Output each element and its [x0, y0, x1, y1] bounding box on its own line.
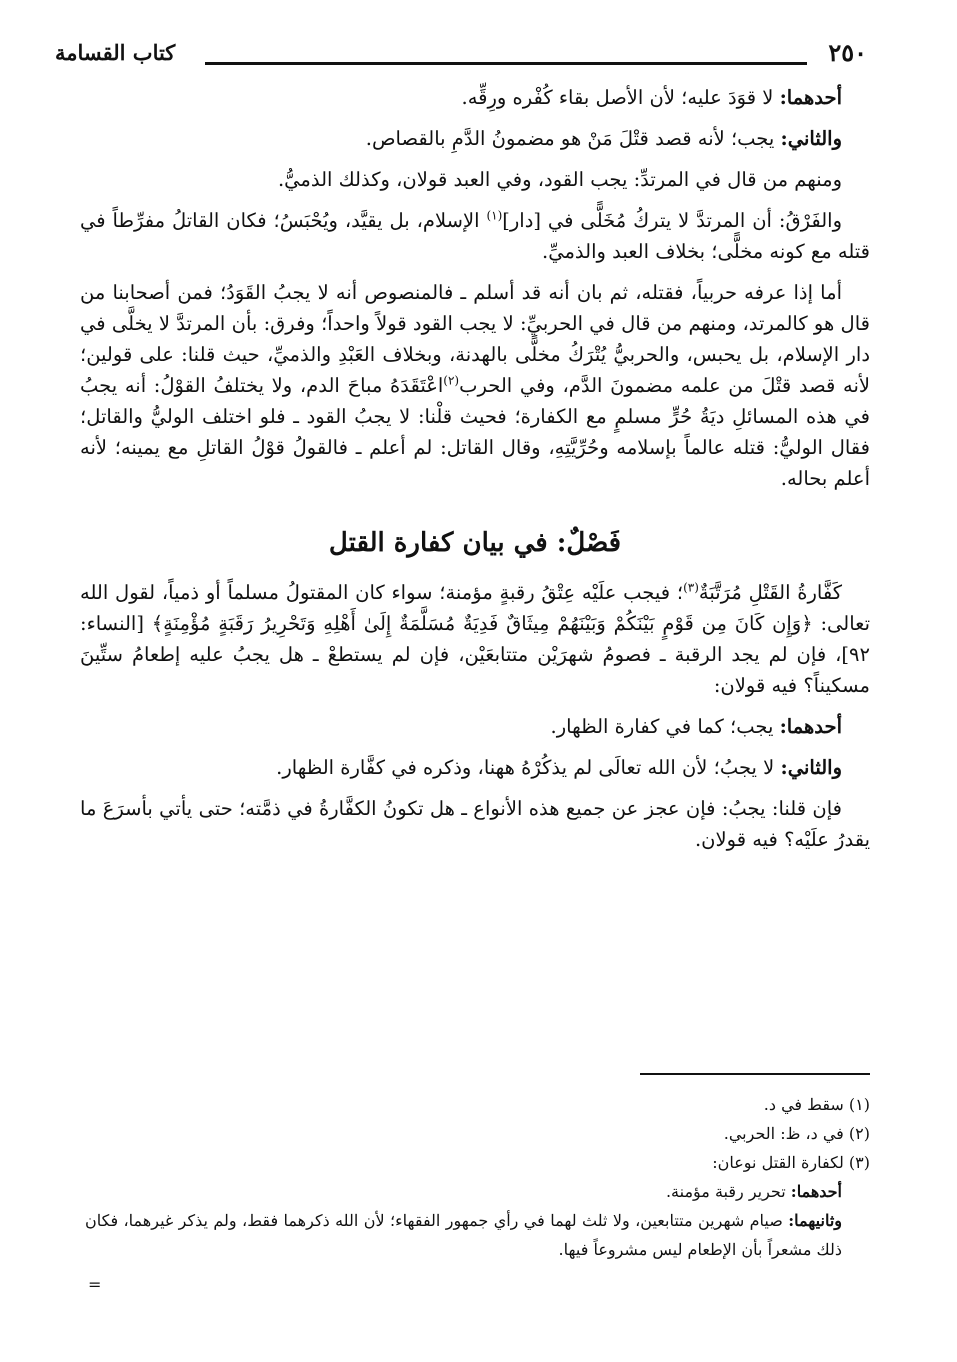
paragraph: والفَرْقُ: أن المرتدَّ لا يتركُ مُخَلًّى في [دار]$^{(١)}$ الإسلام، بل يقيَّد، ويُحْبَسُ؛ فكان القاتلُ مفرِّطاً في قتله مع كونه مخلًّى؛ بخلاف العبد والذميِّ. [80, 208, 870, 263]
paragraph: فإن قلنا: يجبُ: فإن عجز عن جميع هذه الأنواع ـ هل تكونُ الكفَّارةُ في ذمَّته؛ حتى يأتي بأسرَعَ ما يقدرُ علَيْه؟ فيه قولان. [80, 797, 870, 851]
main-text [80, 82, 870, 855]
footnote: (١) سقط في د. [763, 1095, 870, 1114]
quran-verse: ﴿وَإِن كَانَ مِن قَوْمٍ بَيْنَكُمْ وَبَيْنَهُمْ مِيثَاقٌ فَدِيَةٌ مُسَلَّمَةٌ إِلَىٰ أَهْلِهِ وَتَحْرِيرُ رَقَبَةٍ مُؤْمِنَةٍ﴾ [151, 612, 813, 635]
footnote-mark: (٢) [443, 373, 460, 388]
paragraph: والثاني: يجب؛ لأنه قصد قتْلَ مَنْ هو مضمونُ الدَّمِ بالقصاص. [365, 127, 842, 150]
footnote: (٣) لكفارة القتل نوعان: [712, 1153, 870, 1172]
footnote-subitem: وثانيهما: صيام شهرين متتابعين، ولا ثلث لهما في رأي جمهور الفقهاء؛ لأن الله ذكرهما فقط، ولم يذكر غيرهما، فكان ذلك مشعراً بأن الإطعام ليس مشروعاً فيها. [85, 1211, 843, 1259]
page-number: ٢٥٠ [828, 38, 867, 67]
paragraph: أحدهما: لا قوَدَ عليه؛ لأن الأصل بقاء كُفْره ورِقِّه. [461, 86, 842, 109]
footnote-mark: (٣) [683, 580, 699, 595]
footnote-mark: (١) [486, 208, 503, 223]
book-title: كتاب القسامة [55, 40, 176, 65]
running-header [55, 38, 867, 78]
header-rule [205, 62, 807, 65]
paragraph: أحدهما: يجب؛ كما في كفارة الظهار. [550, 715, 842, 738]
paragraph: ومنهم من قال في المرتدِّ: يجب القود، وفي العبد قولان، وكذلك الذميُّ. [277, 168, 842, 191]
paragraph: والثاني: لا يجبُ؛ لأن الله تعالَى لم يذكُرْهُ ههنا، وذكره في كفَّارة الظهار. [276, 756, 842, 779]
footnote: (٢) في د، ظ: الحربي. [723, 1124, 870, 1143]
paragraph: كَفَّارةُ القَتْلِ مُرَتَّبَةٌ$^{(٣)}$؛ فيجب علَيْه عِتْقُ رقبةٍ مؤمنة؛ سواء كان المقتولُ مسلماً أو ذمياً، لقول الله تعالى: ﴿وَإِن كَانَ مِن قَوْمٍ بَيْنَكُمْ وَبَيْنَهُمْ مِيثَاقٌ فَدِيَةٌ مُسَلَّمَةٌ إِلَىٰ أَهْلِهِ وَتَحْرِيرُ رَقَبَةٍ مُؤْمِنَةٍ﴾ [النساء: ٩٢]، فإن لم يجد الرقبة ـ فصومُ شهرَيْن متتابعَيْن، فإن لم يستطعْ ـ هل يجبُ عليه إطعامُ ستِّينَ مسكيناً؟ فيه قولان: [80, 580, 870, 697]
footnotes [85, 1090, 870, 1264]
section-heading: فَصْلٌ: في بيان كفارة القتل [328, 528, 622, 558]
footnote-rule [640, 1073, 870, 1075]
footnote-subitem: أحدهما: تحرير رقبة مؤمنة. [665, 1182, 842, 1201]
paragraph: أما إذا عرفه حربياً، فقتله، ثم بان أنه قد أسلم ـ فالمنصوص أنه لا يجبُ القَوَدُ؛ فمن أصحابنا من قال هو كالمرتد، ومنهم من قال في الحربيِّ: لا يجب القود قولاً واحداً؛ وفرق: بأن المرتدَّ لا يخلَّى في دار الإسلام، بل يحبس، والحربيُّ يُتْرَكُ مخلًّى بالهدنة، وبخلاف العَبْدِ والذميِّ، حيث قلنا: على قولين؛ لأنه قصد قتْلَ من علمه مضمونَ الدَّم، وفي الحرب$^{(٢)}$اعْتَقَدَهُ مباحَ الدم، ولا يختلفُ القوْلُ: أنه يجبُ في هذه المسائلِ ديَةُ حُرٍّ مسلمٍ مع الكفارة؛ فحيث قلْنا: لا يجبُ القود ـ فلو اختلف الوليُّ والقاتل؛ فقال الوليُّ: قتله عالماً بإسلامه وحُرِّيَّتِهِ، وقال القاتل: لم أعلم ـ فالقولُ قوْلُ القاتلِ مع يمينه؛ لأنه أعلم بحاله. [80, 281, 870, 490]
footnote-continues-mark: = [88, 1275, 102, 1294]
